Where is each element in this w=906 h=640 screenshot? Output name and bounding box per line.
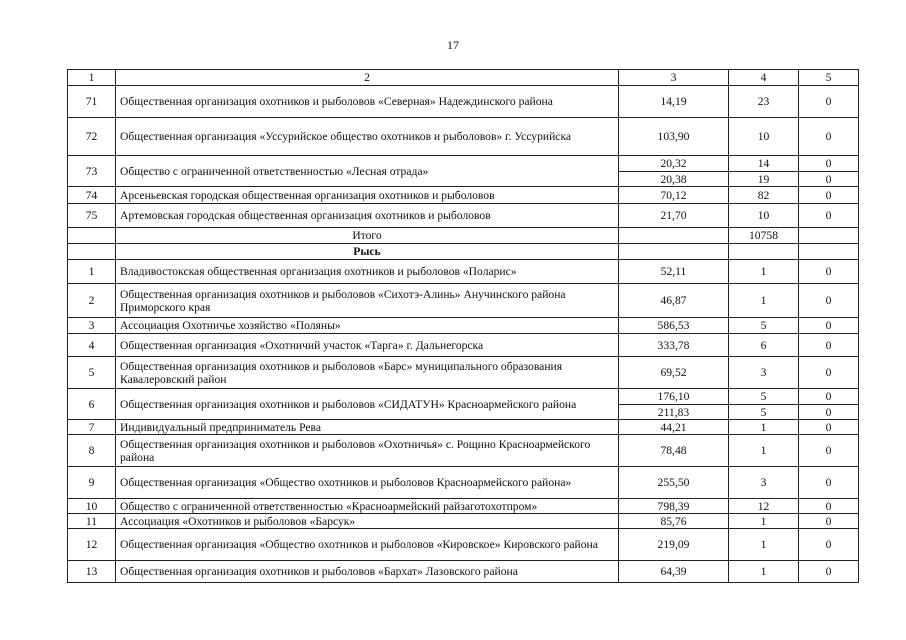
table-row bbox=[68, 499, 859, 514]
quota-value: 1 bbox=[729, 420, 799, 435]
table-row bbox=[68, 389, 859, 405]
table-row bbox=[68, 284, 859, 318]
extra-value: 0 bbox=[799, 118, 859, 156]
extra-value: 0 bbox=[799, 187, 859, 204]
quota-value: 5 bbox=[729, 318, 799, 334]
table-row bbox=[68, 435, 859, 467]
row-number: 73 bbox=[68, 156, 116, 187]
quota-value: 3 bbox=[729, 467, 799, 499]
row-number: 6 bbox=[68, 389, 116, 420]
area-value: 64,39 bbox=[619, 561, 729, 583]
quota-value: 1 bbox=[729, 561, 799, 583]
extra-value: 0 bbox=[799, 499, 859, 514]
section-title: Рысь bbox=[116, 244, 619, 260]
header-row bbox=[68, 70, 859, 86]
header-cell: 2 bbox=[116, 70, 619, 86]
extra-value: 0 bbox=[799, 357, 859, 389]
row-number: 13 bbox=[68, 561, 116, 583]
area-value: 255,50 bbox=[619, 467, 729, 499]
row-number: 12 bbox=[68, 529, 116, 561]
area-value: 14,19 bbox=[619, 86, 729, 118]
row-number: 1 bbox=[68, 260, 116, 284]
table-row bbox=[68, 260, 859, 284]
organization-name: Общественная организация охотников и рыболовов «Барс» муниципального образования Кавалеровский район bbox=[116, 357, 619, 389]
table-row bbox=[68, 118, 859, 156]
area-value: 46,87 bbox=[619, 284, 729, 318]
total-value: 10758 bbox=[729, 228, 799, 244]
organization-name: Владивостокская общественная организация охотников и рыболовов «Поларис» bbox=[116, 260, 619, 284]
quota-value: 5 bbox=[729, 405, 799, 420]
area-value: 21,70 bbox=[619, 204, 729, 228]
extra-value: 0 bbox=[799, 435, 859, 467]
row-number: 74 bbox=[68, 187, 116, 204]
area-value: 52,11 bbox=[619, 260, 729, 284]
organization-name: Общество с ограниченной ответственностью «Лесная отрада» bbox=[116, 156, 619, 187]
organization-name: Общественная организация «Охотничий участок «Тарга» г. Дальнегорска bbox=[116, 334, 619, 357]
header-cell: 5 bbox=[799, 70, 859, 86]
organization-name: Общественная организация «Общество охотников и рыболовов «Кировское» Кировского района bbox=[116, 529, 619, 561]
row-number: 8 bbox=[68, 435, 116, 467]
organization-name: Общественная организация охотников и рыболовов «Бархат» Лазовского района bbox=[116, 561, 619, 583]
quota-table bbox=[67, 69, 859, 583]
total-row bbox=[68, 228, 859, 244]
quota-value: 1 bbox=[729, 529, 799, 561]
table-row bbox=[68, 561, 859, 583]
extra-value: 0 bbox=[799, 204, 859, 228]
extra-value: 0 bbox=[799, 389, 859, 405]
organization-name: Общество с ограниченной ответственностью «Красноармейский райзаготохотпром» bbox=[116, 499, 619, 514]
row-number: 5 bbox=[68, 357, 116, 389]
extra-value: 0 bbox=[799, 561, 859, 583]
quota-value: 10 bbox=[729, 204, 799, 228]
area-value: 70,12 bbox=[619, 187, 729, 204]
extra-value: 0 bbox=[799, 334, 859, 357]
organization-name: Общественная организация охотников и рыболовов «Северная» Надеждинского района bbox=[116, 86, 619, 118]
table-row bbox=[68, 334, 859, 357]
organization-name: Артемовская городская общественная организация охотников и рыболовов bbox=[116, 204, 619, 228]
header-cell: 1 bbox=[68, 70, 116, 86]
table-row bbox=[68, 467, 859, 499]
quota-value: 6 bbox=[729, 334, 799, 357]
table-row bbox=[68, 187, 859, 204]
quota-value: 19 bbox=[729, 172, 799, 187]
area-value: 176,10 bbox=[619, 389, 729, 405]
quota-value: 23 bbox=[729, 86, 799, 118]
quota-value: 1 bbox=[729, 514, 799, 529]
quota-value: 5 bbox=[729, 389, 799, 405]
organization-name: Общественная организация «Общество охотников и рыболовов Красноармейского района» bbox=[116, 467, 619, 499]
quota-value: 82 bbox=[729, 187, 799, 204]
row-number: 71 bbox=[68, 86, 116, 118]
table-row bbox=[68, 318, 859, 334]
row-number: 10 bbox=[68, 499, 116, 514]
extra-value: 0 bbox=[799, 318, 859, 334]
area-value: 586,53 bbox=[619, 318, 729, 334]
extra-value: 0 bbox=[799, 86, 859, 118]
page-number: 17 bbox=[447, 38, 459, 52]
extra-value: 0 bbox=[799, 284, 859, 318]
table-row bbox=[68, 514, 859, 529]
quota-value: 1 bbox=[729, 435, 799, 467]
organization-name: Ассоциация «Охотников и рыболовов «Барсук» bbox=[116, 514, 619, 529]
quota-value: 1 bbox=[729, 284, 799, 318]
organization-name: Общественная организация охотников и рыболовов «Охотничья» с. Рощино Красноармейского района bbox=[116, 435, 619, 467]
area-value: 20,32 bbox=[619, 156, 729, 172]
area-value: 85,76 bbox=[619, 514, 729, 529]
area-value: 69,52 bbox=[619, 357, 729, 389]
table-row bbox=[68, 86, 859, 118]
extra-value: 0 bbox=[799, 514, 859, 529]
total-label: Итого bbox=[116, 228, 619, 244]
organization-name: Ассоциация Охотничье хозяйство «Поляны» bbox=[116, 318, 619, 334]
organization-name: Общественная организация охотников и рыболовов «СИДАТУН» Красноармейского района bbox=[116, 389, 619, 420]
extra-value: 0 bbox=[799, 260, 859, 284]
quota-value: 14 bbox=[729, 156, 799, 172]
table-row bbox=[68, 156, 859, 172]
table-row bbox=[68, 529, 859, 561]
extra-value: 0 bbox=[799, 467, 859, 499]
extra-value: 0 bbox=[799, 172, 859, 187]
header-cell: 3 bbox=[619, 70, 729, 86]
row-number: 2 bbox=[68, 284, 116, 318]
area-value: 78,48 bbox=[619, 435, 729, 467]
organization-name: Индивидуальный предприниматель Рева bbox=[116, 420, 619, 435]
area-value: 211,83 bbox=[619, 405, 729, 420]
row-number: 4 bbox=[68, 334, 116, 357]
area-value: 44,21 bbox=[619, 420, 729, 435]
section-row bbox=[68, 244, 859, 260]
extra-value: 0 bbox=[799, 156, 859, 172]
extra-value: 0 bbox=[799, 420, 859, 435]
area-value: 219,09 bbox=[619, 529, 729, 561]
header-cell: 4 bbox=[729, 70, 799, 86]
extra-value: 0 bbox=[799, 529, 859, 561]
area-value: 333,78 bbox=[619, 334, 729, 357]
extra-value: 0 bbox=[799, 405, 859, 420]
area-value: 103,90 bbox=[619, 118, 729, 156]
quota-value: 3 bbox=[729, 357, 799, 389]
table-row bbox=[68, 204, 859, 228]
row-number: 3 bbox=[68, 318, 116, 334]
row-number: 75 bbox=[68, 204, 116, 228]
table-row bbox=[68, 357, 859, 389]
area-value: 20,38 bbox=[619, 172, 729, 187]
row-number: 7 bbox=[68, 420, 116, 435]
row-number: 9 bbox=[68, 467, 116, 499]
row-number: 11 bbox=[68, 514, 116, 529]
row-number: 72 bbox=[68, 118, 116, 156]
quota-value: 12 bbox=[729, 499, 799, 514]
organization-name: Общественная организация охотников и рыболовов «Сихотэ-Алинь» Анучинского района Приморского края bbox=[116, 284, 619, 318]
quota-value: 1 bbox=[729, 260, 799, 284]
table-row bbox=[68, 420, 859, 435]
quota-value: 10 bbox=[729, 118, 799, 156]
organization-name: Арсеньевская городская общественная организация охотников и рыболовов bbox=[116, 187, 619, 204]
area-value: 798,39 bbox=[619, 499, 729, 514]
organization-name: Общественная организация «Уссурийское общество охотников и рыболовов» г. Уссурийска bbox=[116, 118, 619, 156]
